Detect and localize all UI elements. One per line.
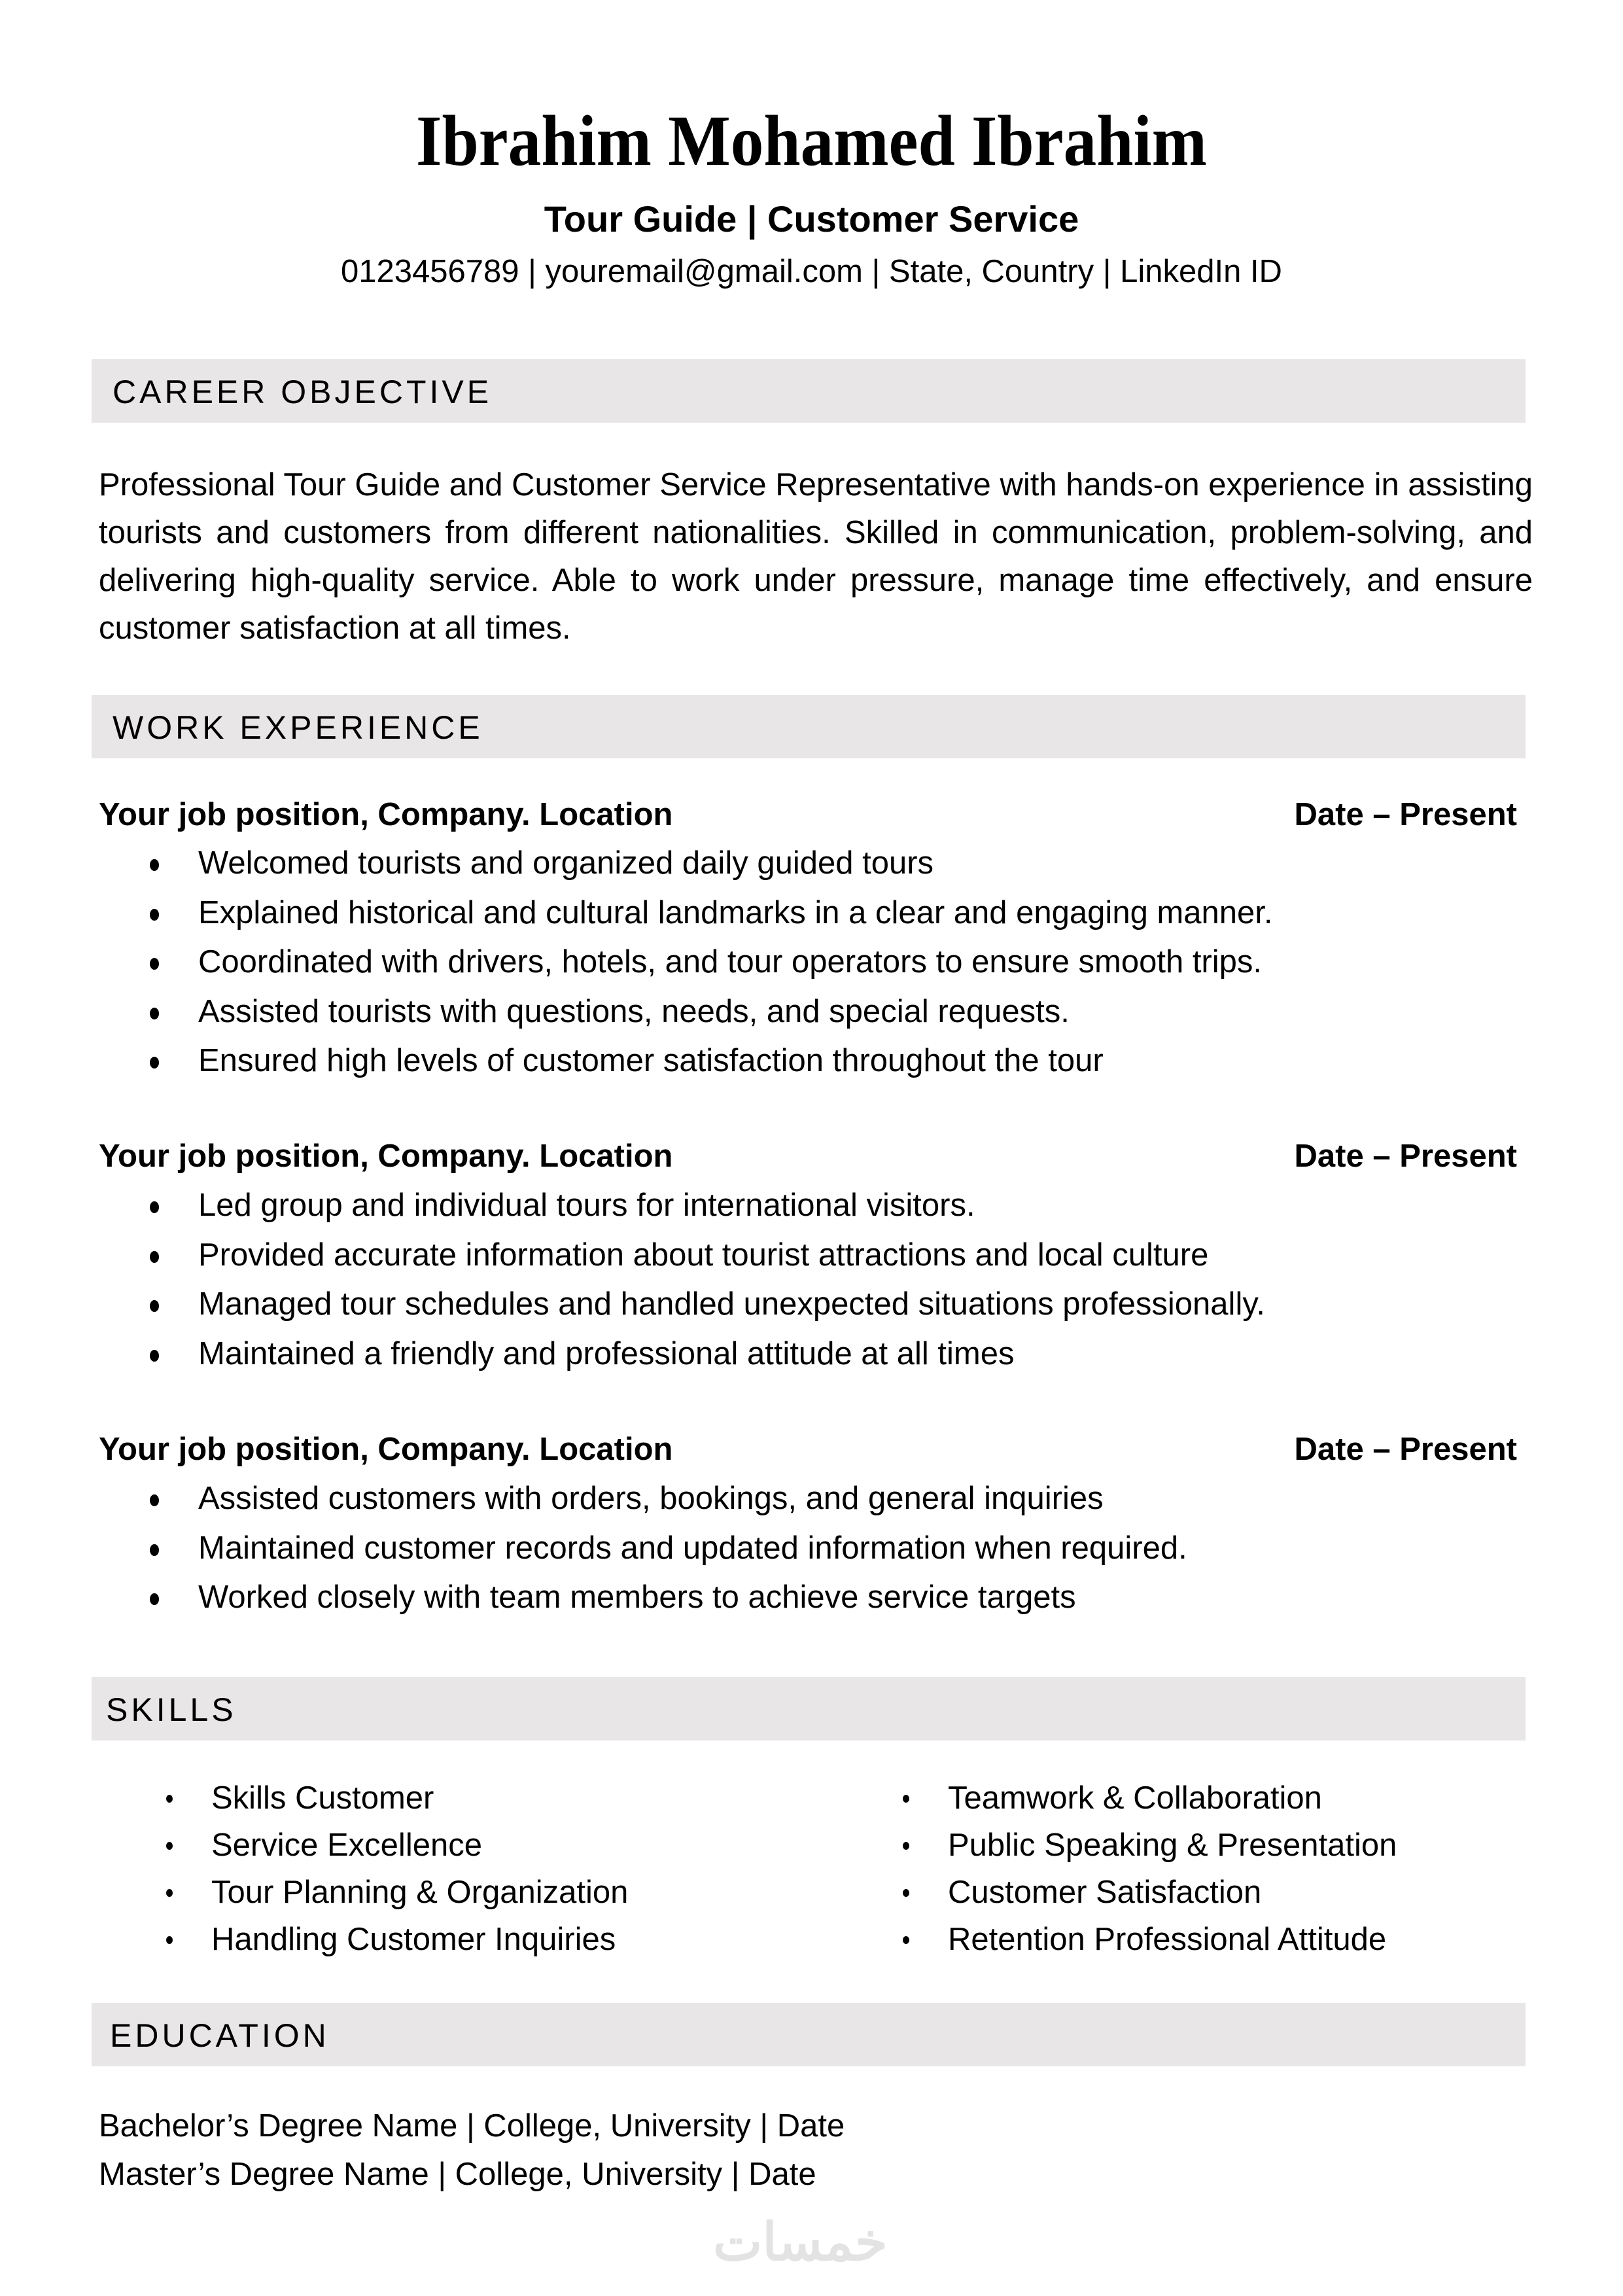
list-item: Worked closely with team members to achieve service targets xyxy=(99,1573,1187,1623)
list-item: Provided accurate information about tourist attractions and local culture xyxy=(99,1231,1265,1280)
bullet-icon xyxy=(903,1889,909,1897)
job-header-3 xyxy=(99,1430,1517,1469)
section-heading: EDUCATION xyxy=(110,2017,330,2054)
section-bar-work-experience xyxy=(92,695,1526,758)
bullet-icon xyxy=(903,1795,909,1803)
education-entry: Bachelor’s Degree Name | College, University | Date xyxy=(99,2108,845,2144)
list-item: Assisted customers with orders, bookings, and general inquiries xyxy=(99,1474,1187,1524)
job-position: Your job position, Company. Location xyxy=(99,1432,673,1467)
list-item: Ensured high levels of customer satisfaction throughout the tour xyxy=(99,1036,1272,1086)
job-position: Your job position, Company. Location xyxy=(99,1139,673,1174)
bullet-icon xyxy=(903,1936,909,1944)
job-date: Date – Present xyxy=(1294,1432,1517,1467)
section-bar-education xyxy=(92,2003,1526,2066)
education-entry: Master’s Degree Name | College, University | Date xyxy=(99,2157,816,2192)
list-item: Coordinated with drivers, hotels, and tour operators to ensure smooth trips. xyxy=(99,938,1272,987)
bullet-icon xyxy=(150,1008,159,1019)
bullet-icon xyxy=(150,1544,159,1556)
bullet-icon xyxy=(150,1350,159,1362)
skill-item: Service Excellence xyxy=(161,1822,628,1869)
list-item: Maintained customer records and updated information when required. xyxy=(99,1524,1187,1574)
job-date: Date – Present xyxy=(1294,1139,1517,1174)
bullet-icon xyxy=(166,1936,173,1944)
bullet-icon xyxy=(150,1201,159,1213)
candidate-title: Tour Guide | Customer Service xyxy=(544,198,1079,239)
bullet-icon xyxy=(150,859,159,871)
career-objective-text: Professional Tour Guide and Customer Service Representative with hands-on experience in assisting tourists and customers from different nationalities. Skilled in communication, problem-solving, and delivering high-quality service. Able to work under pressure, manage time effectively, and ensure customer satisfaction at all times. xyxy=(99,467,1533,646)
skill-item: Public Speaking & Presentation xyxy=(898,1822,1397,1869)
job-date: Date – Present xyxy=(1294,797,1517,832)
skills-right-column xyxy=(898,1775,1397,1963)
bullet-icon xyxy=(150,958,159,970)
skill-item: Skills Customer xyxy=(161,1775,628,1822)
job-bullets-1 xyxy=(99,839,1272,1086)
section-heading: WORK EXPERIENCE xyxy=(113,709,483,746)
bullet-icon xyxy=(150,1300,159,1312)
section-heading: CAREER OBJECTIVE xyxy=(113,374,493,410)
list-item: Maintained a friendly and professional attitude at all times xyxy=(99,1330,1265,1379)
watermark-logo: خمسات xyxy=(713,2213,888,2271)
list-item: Explained historical and cultural landmarks in a clear and engaging manner. xyxy=(99,889,1272,938)
skill-item: Teamwork & Collaboration xyxy=(898,1775,1397,1822)
job-header-2 xyxy=(99,1137,1517,1176)
skills-left-column xyxy=(161,1775,628,1963)
bullet-icon xyxy=(150,1494,159,1506)
skill-item: Retention Professional Attitude xyxy=(898,1916,1397,1963)
contact-line: 0123456789 | youremail@gmail.com | State, Country | LinkedIn ID xyxy=(341,254,1282,289)
section-bar-skills xyxy=(92,1677,1526,1740)
candidate-name: Ibrahim Mohamed Ibrahim xyxy=(416,101,1207,181)
skill-item: Handling Customer Inquiries xyxy=(161,1916,628,1963)
bullet-icon xyxy=(166,1795,173,1803)
job-bullets-3 xyxy=(99,1474,1187,1623)
bullet-icon xyxy=(166,1889,173,1897)
bullet-icon xyxy=(150,1057,159,1069)
job-bullets-2 xyxy=(99,1181,1265,1379)
list-item: Managed tour schedules and handled unexpected situations professionally. xyxy=(99,1280,1265,1330)
section-bar-career-objective xyxy=(92,359,1526,423)
list-item: Led group and individual tours for international visitors. xyxy=(99,1181,1265,1231)
list-item: Assisted tourists with questions, needs, and special requests. xyxy=(99,987,1272,1037)
bullet-icon xyxy=(150,909,159,921)
bullet-icon xyxy=(903,1842,909,1850)
section-heading: SKILLS xyxy=(106,1691,237,1728)
job-header-1 xyxy=(99,795,1517,834)
skill-item: Customer Satisfaction xyxy=(898,1869,1397,1916)
bullet-icon xyxy=(150,1251,159,1263)
skill-item: Tour Planning & Organization xyxy=(161,1869,628,1916)
job-position: Your job position, Company. Location xyxy=(99,797,673,832)
list-item: Welcomed tourists and organized daily guided tours xyxy=(99,839,1272,889)
bullet-icon xyxy=(150,1593,159,1605)
bullet-icon xyxy=(166,1842,173,1850)
